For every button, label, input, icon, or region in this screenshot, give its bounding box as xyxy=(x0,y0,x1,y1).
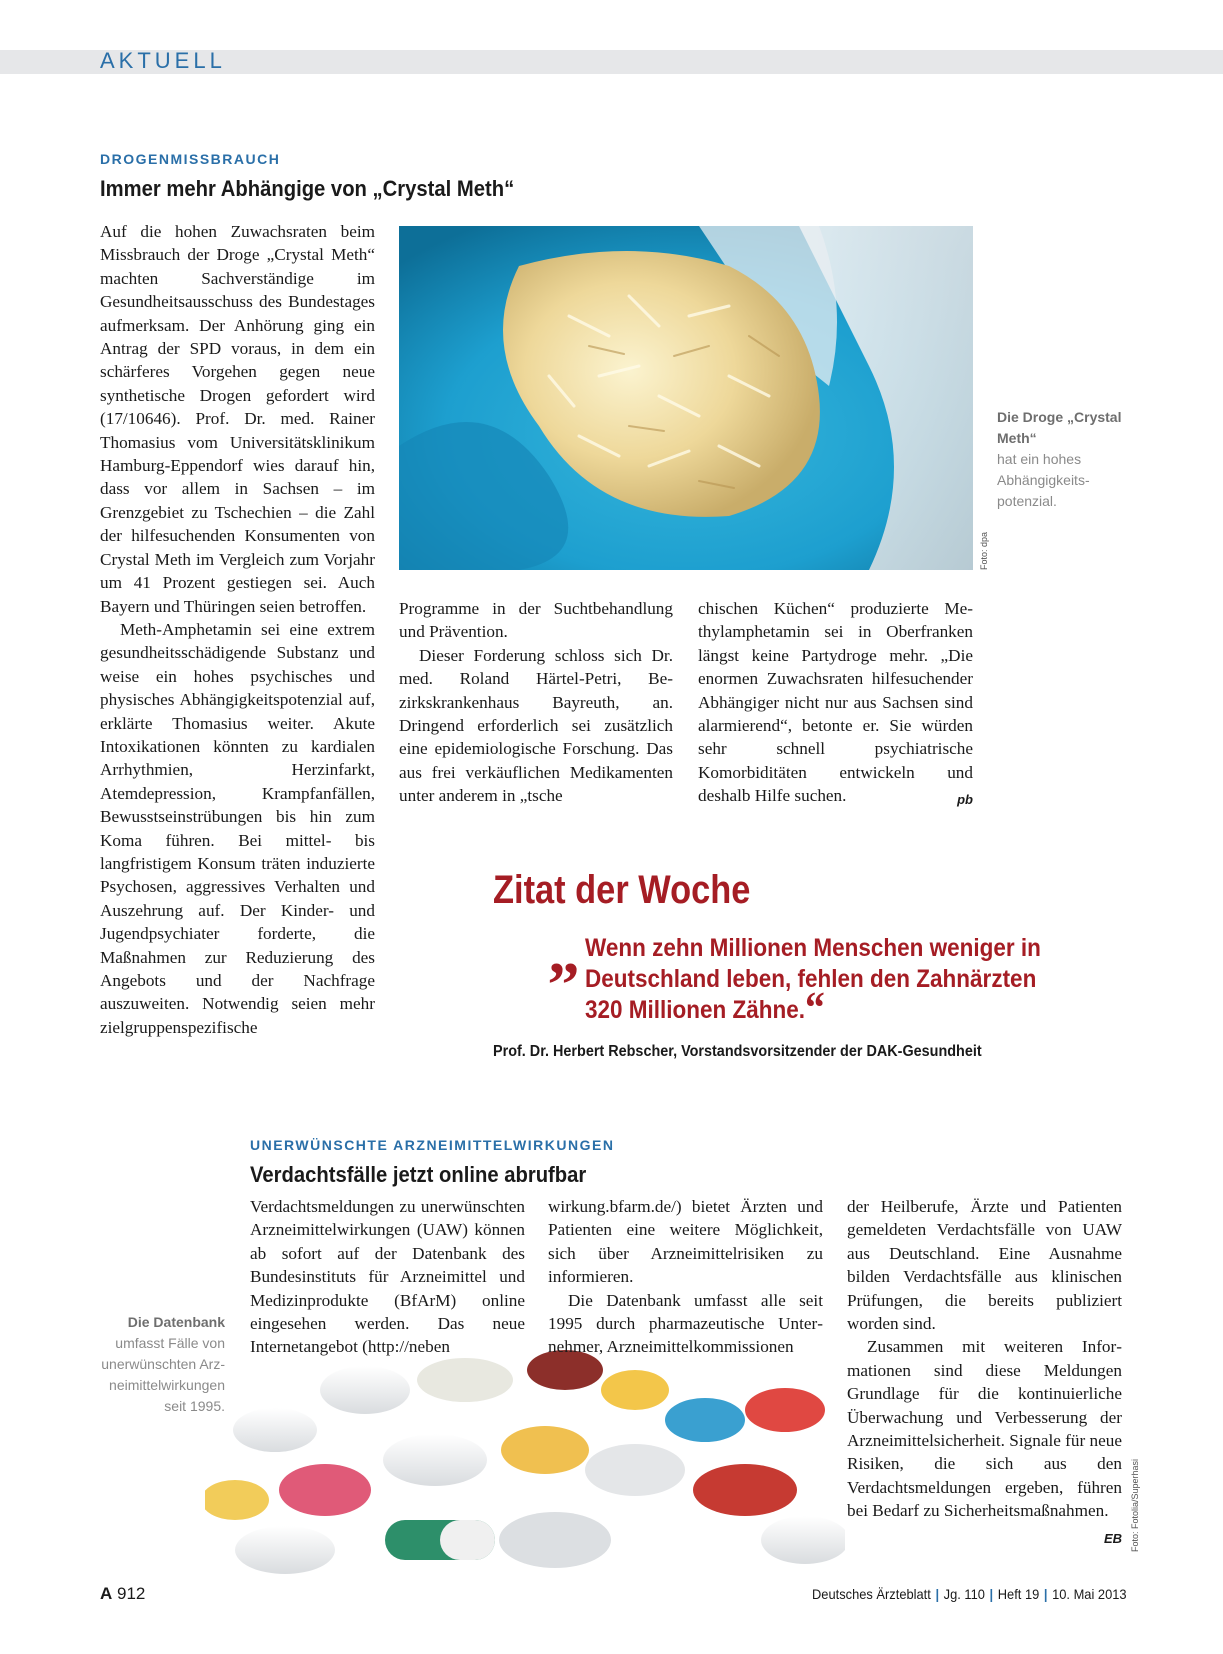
article1-col1-paragraph-2: Meth-Amphetamin sei eine extrem gesundheitsschädigende Substanz und weise ein hohes psychisches und physisches Abhängigkeitspotenzial auf, erklärte Thomasius weiter. Akute Intoxikationen könnten zu kardialen Arrhythmien, Herzinfarkt, Atemdepression, Krampfanfällen, Bewusstseinstrübungen bis hin zum Koma führen. Bei mittel- bis langfristigem Konsum träten induzierte Psychosen, aggressives Verhalten und Auszehrung auf. Der Kinder- und Jugendpsychiater forderte, die Maßnahmen zur Reduzierung des Angebots und der Nachfrage auszuweiten. Notwendig seien mehr zielgruppenspezifische xyxy=(100,619,375,1037)
quote-close-mark: “ xyxy=(805,983,825,1032)
article2-photo-credit: Foto: Fotolia/Superhasi xyxy=(1130,1458,1140,1552)
article1-photo-credit: Foto: dpa xyxy=(979,531,989,570)
section-label: AKTUELL xyxy=(100,48,226,73)
article2-col3-paragraph-1: der Heilberufe, Ärzte und Patienten gemeldeten Verdachtsfälle von UAW aus Deutschland. Eine Ausnahme bilden Verdachtsfälle aus klinischen Prüfungen, die bereits publiziert worden sind. xyxy=(847,1197,1122,1334)
quote-text xyxy=(585,933,1053,1032)
article1-col3-text: chischen Küchen“ produzierte Methylamphetamin sei in Oberfranken längst keine Partydroge mehr. „Die enormen Zuwachsraten hilfesuchender Abhängiger nicht nur aus Sachsen sind alarmierend“, betonte er. Sie würden sehr schnell psychiatrische Komorbiditäten entwickeln und deshalb Hilfe suchen. xyxy=(698,599,973,806)
article1-caption-text: hat ein hohes Abhängigkeitspotenzial. xyxy=(997,451,1090,509)
article1-column-2 xyxy=(399,597,673,808)
article2-col3-text: Zusammen mit weiteren Informationen sind diese Meldungen Grundlage für die kontinuierliche Überwachung und Verbesserung der Arzneimittelsicherheit. Signale für neue Risiken, die sich aus den Verdachtsmeldungen ergeben, führen bei Bedarf zu Sicherheitsmaßnahmen. xyxy=(847,1337,1122,1521)
quote-title: Zitat der Woche xyxy=(493,868,751,912)
article1-col2-paragraph-2: Dieser Forderung schloss sich Dr. med. Roland Härtel-Petri, Bezirkskrankenhaus Bayreuth, an. Dringend erforderlich sei zusätzlich eine epidemiologische Forschung. Das aus frei verkäuflichen Medikamenten unter anderem in „tsche xyxy=(399,645,673,806)
article2-col2-paragraph-1: wirkung.bfarm.de/) bietet Ärzten und Patienten eine weitere Möglichkeit, sich über Arzneimittelrisiken zu informieren. xyxy=(548,1197,823,1287)
article1-caption xyxy=(997,407,1122,512)
journal-issue: Heft 19 xyxy=(997,1586,1040,1602)
article2-title: Verdachtsfälle jetzt online abrufbar xyxy=(250,1162,587,1187)
page-number-value: 912 xyxy=(117,1584,146,1603)
pills-illustration xyxy=(205,1350,845,1580)
pills-photo xyxy=(205,1350,845,1580)
journal-name: Deutsches Ärzteblatt xyxy=(812,1586,931,1602)
article2-col1-paragraph-1: Verdachtsmeldungen zu unerwünschten Arzneimittelwirkungen (UAW) können ab sofort auf der Datenbank des Bundesinstituts für Arzneimittel und Medizinprodukte (BfArM) online eingesehen werden. Das neue Internetangebot (http://neben xyxy=(250,1197,525,1357)
quote-body: Wenn zehn Millionen Menschen weniger in Deutschland leben, fehlen den Zahnärzten 320 Millionen Zähne. xyxy=(585,934,1041,1024)
article1-col2-paragraph-1: Programme in der Suchtbehandlung und Prävention. xyxy=(399,599,673,642)
quote-author: Prof. Dr. Herbert Rebscher, Vorstandsvorsitzender der DAK-Gesundheit xyxy=(493,1043,982,1060)
crystal-meth-illustration xyxy=(399,226,973,570)
article2-caption-strong: Die Datenbank xyxy=(127,1314,225,1330)
article2-column-1 xyxy=(250,1195,525,1359)
article1-col3-paragraph-1 xyxy=(698,597,973,808)
journal-volume: Jg. 110 xyxy=(943,1586,985,1602)
article2-column-2 xyxy=(548,1195,823,1359)
article2-signature: EB xyxy=(1103,1530,1122,1546)
article1-column-3 xyxy=(698,597,973,812)
page-number xyxy=(100,1584,145,1604)
journal-footer: Deutsches Ärzteblatt | Jg. 110 | Heft 19 | 10. Mai 2013 xyxy=(812,1586,1127,1602)
article1-signature: pb xyxy=(957,792,973,808)
article1-column-1 xyxy=(100,220,375,1039)
article1-caption-strong: Die Droge „Crystal Meth“ xyxy=(997,409,1122,446)
crystal-meth-photo xyxy=(399,226,973,570)
journal-date: 10. Mai 2013 xyxy=(1052,1586,1127,1602)
article2-caption-text: umfasst Fälle von unerwünschten Arzneimittelwirkungen seit 1995. xyxy=(101,1335,225,1414)
quote-open-mark: „ xyxy=(548,916,580,987)
article2-col3-paragraph-2 xyxy=(847,1335,1122,1546)
article2-col2-paragraph-2: Die Datenbank umfasst alle seit 1995 durch pharmazeutische Unternehmer, Arzneimittelkommissionen xyxy=(548,1290,823,1357)
article1-kicker: DROGENMISSBRAUCH xyxy=(100,151,281,167)
article1-col1-paragraph-1: Auf die hohen Zuwachsraten beim Missbrauch der Droge „Crystal Meth“ machten Sachverständige im Gesundheitsausschuss des Bundestages aufmerksam. Der Anhörung ging ein Antrag der SPD voraus, in dem ein schärferes Vorgehen gegen neue synthetische Drogen gefordert wird (17/10646). Prof. Dr. med. Rainer Thomasius vom Universitätsklinikum Hamburg-Eppendorf wies darauf hin, dass vor allem in Sachsen – im Grenzgebiet zu Tschechien – die Zahl der hilfesuchenden Konsumenten von Crystal Meth im Vergleich zum Vorjahr um 41 Prozent gestiegen sei. Auch Bayern und Thüringen seien betroffen. xyxy=(100,222,375,616)
page-prefix: A xyxy=(100,1584,113,1603)
article2-column-3 xyxy=(847,1195,1122,1550)
article2-kicker: UNERWÜNSCHTE ARZNEIMITTELWIRKUNGEN xyxy=(250,1137,615,1153)
article1-title: Immer mehr Abhängige von „Crystal Meth“ xyxy=(100,176,515,201)
